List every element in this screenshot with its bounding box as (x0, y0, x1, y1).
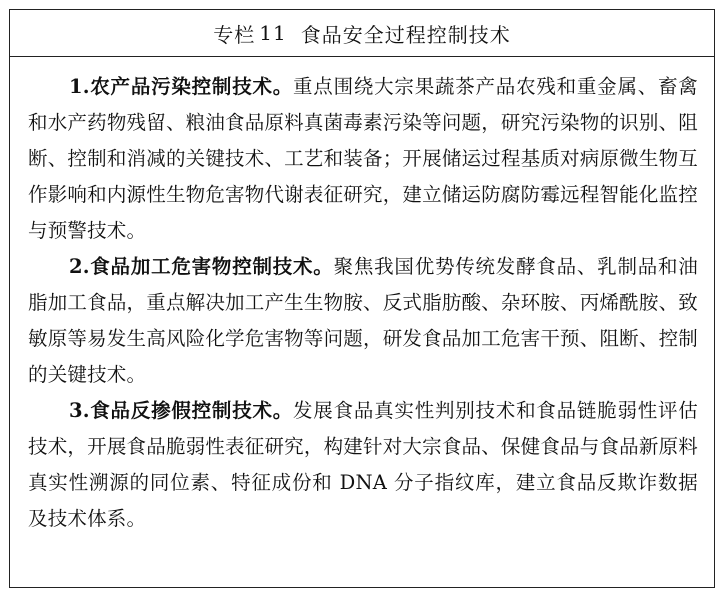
section-paragraph (28, 69, 698, 249)
section-heading: 2.食品加工危害物控制技术。 (68, 255, 334, 278)
column-title: 食品安全过程控制技术 (300, 22, 511, 47)
section-heading: 1.农产品污染控制技术。 (68, 75, 294, 98)
column-box (9, 9, 715, 588)
column-content (10, 57, 714, 537)
column-number: 11 (259, 21, 287, 45)
section-body: 发展食品真实性判别技术和食品链脆弱性评估技术，开展食品脆弱性表征研究，构建针对大宗食品、保健食品与食品新原料真实性溯源的同位素、特征成份和 DNA 分子指纹库，建立食品反欺诈数据及技术体系。 (28, 399, 698, 530)
section-paragraph (28, 249, 698, 393)
section-heading: 3.食品反掺假控制技术。 (68, 399, 294, 422)
section-body: 重点围绕大宗果蔬茶产品农残和重金属、畜禽和水产药物残留、粮油食品原料真菌毒素污染等问题，研究污染物的识别、阻断、控制和消减的关键技术、工艺和装备；开展储运过程基质对病原微生物互作影响和内源性生物危害物代谢表征研究，建立储运防腐防霉远程智能化监控与预警技术。 (28, 75, 698, 242)
column-label: 专栏 (213, 22, 256, 47)
section-body: 聚焦我国优势传统发酵食品、乳制品和油脂加工食品，重点解决加工产生生物胺、反式脂肪酸、杂环胺、丙烯酰胺、致敏原等易发生高风险化学危害物等问题，研发食品加工危害干预、阻断、控制的关键技术。 (28, 255, 698, 386)
section-paragraph (28, 393, 698, 537)
column-title-bar (10, 10, 714, 57)
